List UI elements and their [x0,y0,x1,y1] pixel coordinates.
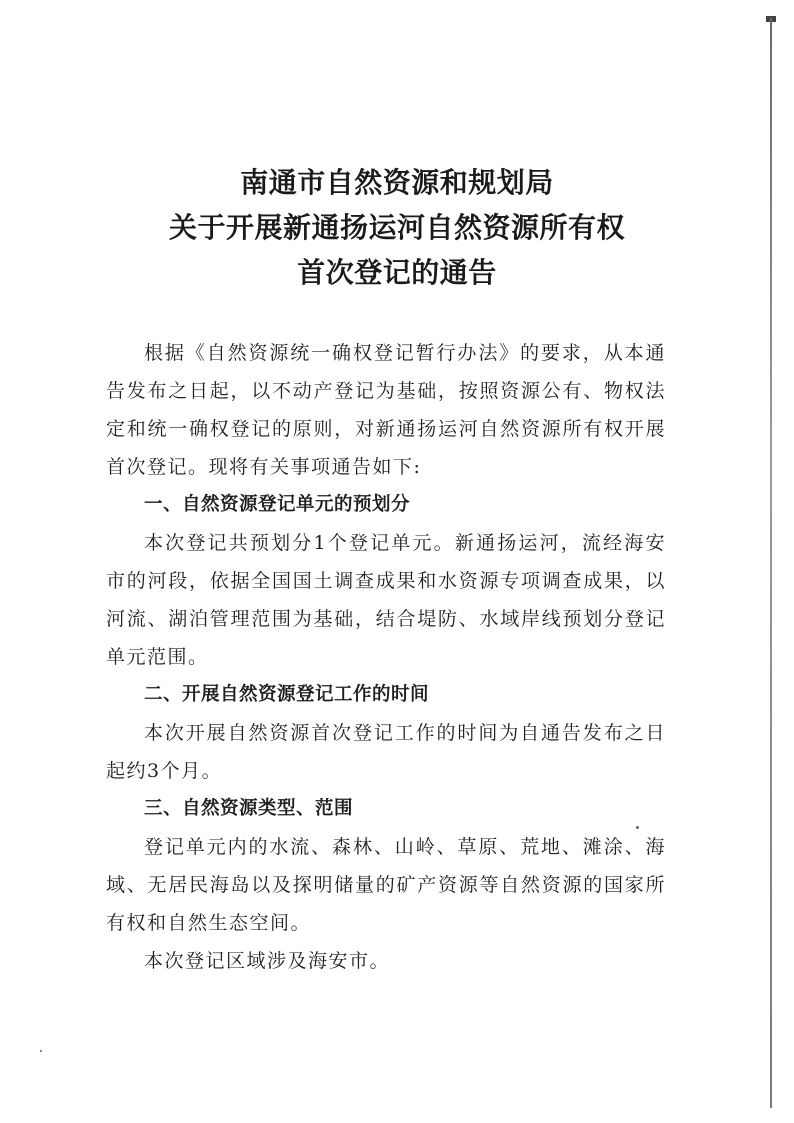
section-3-paragraph-2: 本次登记区域涉及海安市。 [144,950,391,972]
title-line-1: 南通市自然资源和规划局 [240,166,554,199]
section-2-heading: 二、开展自然资源登记工作的时间 [144,684,430,705]
scan-speck [40,1050,42,1052]
title-line-3: 首次登记的通告 [297,256,497,289]
section-1-paragraph: 本次登记共预划分1个登记单元。新通扬运河，流经海安市的河段，依据全国国土调查成果和水资源专项调查成果，以河流、湖泊管理范围为基础，结合堤防、水域岸线预划分登记单元范围。 [106,532,666,668]
section-1-heading: 一、自然资源登记单元的预划分 [144,494,411,515]
intro-paragraph: 根据《自然资源统一确权登记暂行办法》的要求，从本通告发布之日起，以不动产登记为基础，按照资源公有、物权法定和统一确权登记的原则，对新通扬运河自然资源所有权开展首次登记。现将有关事项通告如下: [106,342,666,478]
section-3-paragraph-1: 登记单元内的水流、森林、山岭、草原、荒地、滩涂、海域、无居民海岛以及探明储量的矿产资源等自然资源的国家所有权和自然生态空间。 [106,836,666,934]
title-line-2: 关于开展新通扬运河自然资源所有权 [168,211,625,244]
section-2-paragraph: 本次开展自然资源首次登记工作的时间为自通告发布之日起约3个月。 [106,722,666,782]
section-3-heading: 三、自然资源类型、范围 [144,798,354,819]
document-body [106,334,666,980]
document-title [0,160,794,295]
